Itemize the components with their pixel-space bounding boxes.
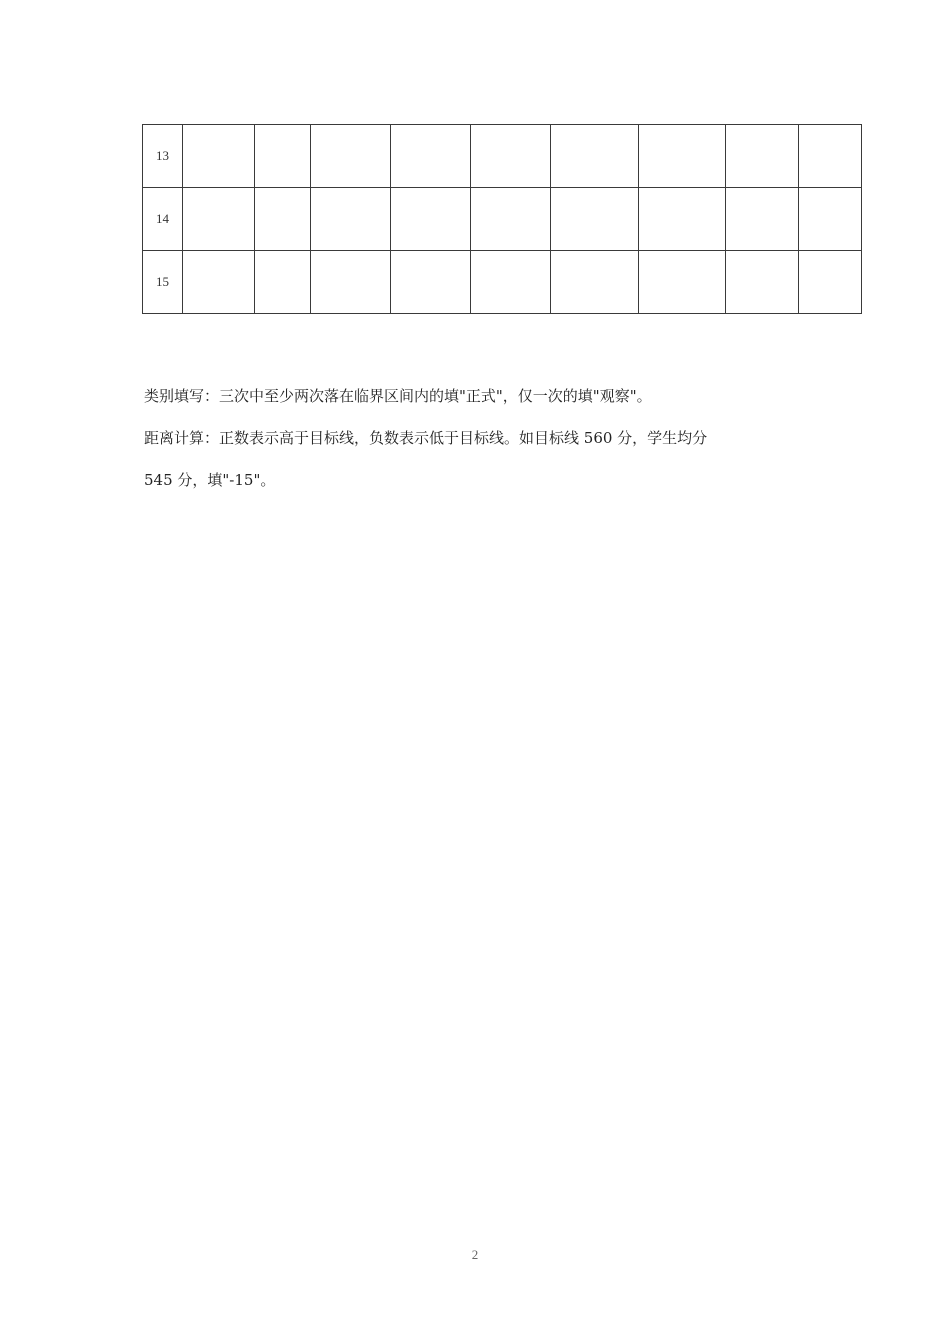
student-table (142, 124, 862, 314)
table-cell (391, 125, 471, 188)
table-cell (471, 125, 551, 188)
table-cell (391, 188, 471, 251)
table-cell (255, 125, 311, 188)
table-cell (391, 251, 471, 314)
table-cell (255, 251, 311, 314)
table-cell (726, 188, 799, 251)
table-row (143, 125, 862, 188)
row-number-cell: 15 (143, 251, 183, 314)
table-cell (551, 251, 639, 314)
table-cell (799, 188, 862, 251)
table-cell (255, 188, 311, 251)
table-cell (183, 251, 255, 314)
table-cell (639, 125, 726, 188)
table-cell (799, 125, 862, 188)
table-cell (311, 251, 391, 314)
table-cell (471, 188, 551, 251)
table-cell (183, 188, 255, 251)
row-number-cell: 14 (143, 188, 183, 251)
table-cell (183, 125, 255, 188)
table-cell (639, 251, 726, 314)
table-row (143, 251, 862, 314)
table-cell (471, 251, 551, 314)
page-number: 2 (471, 1247, 479, 1262)
table-row (143, 188, 862, 251)
table-cell (551, 188, 639, 251)
table-cell (311, 125, 391, 188)
table-cell (726, 251, 799, 314)
distance-rule-note-line2: 545 分，填"-15"。 (144, 471, 276, 489)
table-cell (311, 188, 391, 251)
distance-rule-note-line1: 距离计算：正数表示高于目标线，负数表示低于目标线。如目标线 560 分，学生均分 (144, 429, 708, 447)
table-cell (551, 125, 639, 188)
row-number-cell: 13 (143, 125, 183, 188)
category-rule-note: 类别填写：三次中至少两次落在临界区间内的填"正式"，仅一次的填"观察"。 (144, 387, 652, 405)
table-cell (799, 251, 862, 314)
table-cell (726, 125, 799, 188)
table-cell (639, 188, 726, 251)
